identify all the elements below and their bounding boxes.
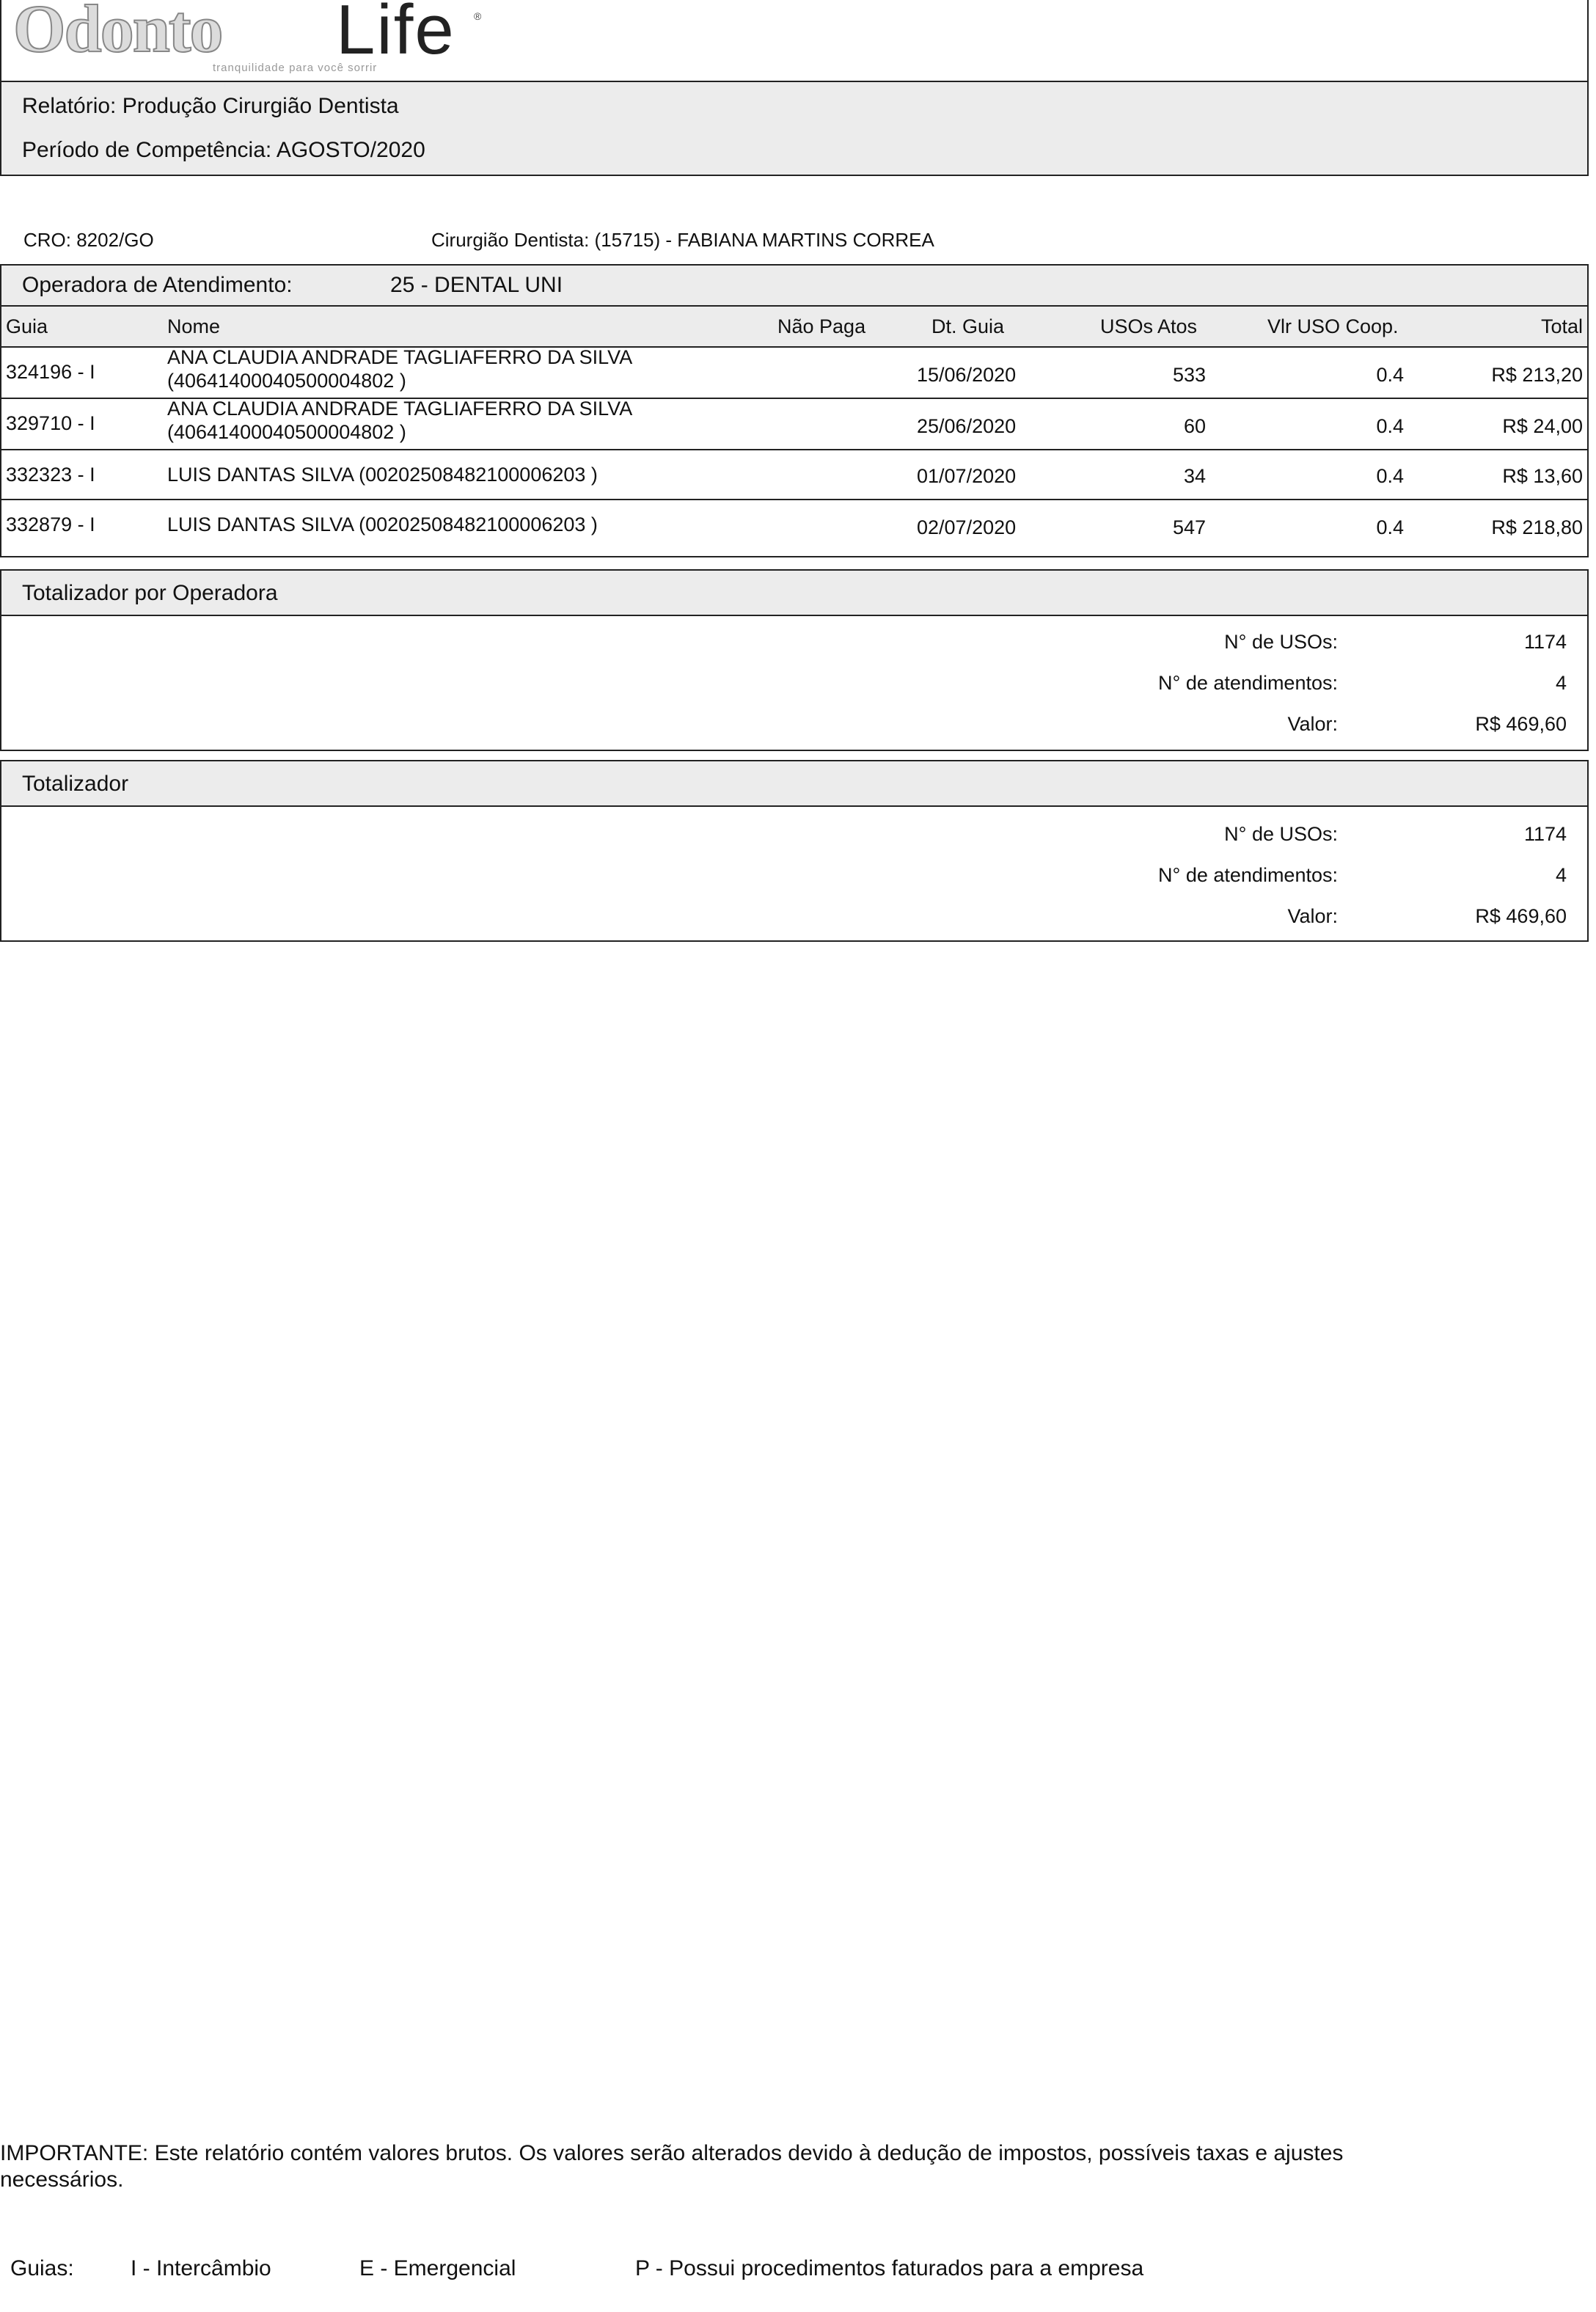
report-header: [0, 81, 1589, 176]
logo-brand-right: Life: [336, 0, 455, 69]
row-total: R$ 218,80: [1491, 516, 1583, 538]
row-guia: 332323 - I: [6, 464, 95, 486]
operator-value: 25 - DENTAL UNI: [390, 273, 563, 297]
totalizer: [0, 760, 1589, 942]
atendimentos-label: N° de atendimentos:: [1158, 864, 1338, 886]
table-row: [1, 500, 1587, 549]
cro-number: CRO: 8202/GO: [23, 229, 154, 251]
logo-tagline: tranquilidade para você sorrir: [213, 62, 378, 74]
row-total: R$ 213,20: [1491, 364, 1583, 386]
usos-value: 1174: [1523, 631, 1567, 653]
row-vlr: 0.4: [1376, 415, 1404, 437]
row-name: ANA CLAUDIA ANDRADE TAGLIAFERRO DA SILVA: [167, 398, 633, 420]
row-usos: 60: [1183, 415, 1206, 437]
row-vlr: 0.4: [1376, 516, 1404, 538]
col-usos-atos: USOs Atos: [1100, 315, 1198, 337]
table-row: [1, 348, 1587, 399]
usos-value: 1174: [1523, 823, 1567, 845]
legend-emergencial: E - Emergencial: [359, 2256, 516, 2280]
atendimentos-value: 4: [1555, 864, 1567, 886]
row-date: 01/07/2020: [917, 465, 1017, 487]
row-name: LUIS DANTAS SILVA (00202508482100006203 ): [167, 464, 598, 486]
totalizer-operator: [0, 569, 1589, 751]
report-period: Período de Competência: AGOSTO/2020: [22, 138, 425, 162]
row-name-code: (40641400040500004802 ): [167, 421, 406, 443]
atendimentos-value: 4: [1555, 672, 1567, 694]
totalizer-bar: [1, 761, 1587, 807]
row-guia: 324196 - I: [6, 361, 95, 383]
row-vlr: 0.4: [1376, 465, 1404, 487]
row-total: R$ 13,60: [1502, 465, 1583, 487]
col-guia: Guia: [6, 315, 48, 337]
valor-value: R$ 469,60: [1475, 713, 1567, 735]
important-note: IMPORTANTE: Este relatório contém valores brutos. Os valores serão alterados devido à dedução de impostos, possíveis taxas e ajustes necessários.: [0, 2141, 1344, 2192]
usos-label: N° de USOs:: [1224, 823, 1338, 845]
row-guia: 332879 - I: [6, 513, 95, 535]
col-nao-paga: Não Paga: [777, 315, 866, 337]
usos-label: N° de USOs:: [1224, 631, 1338, 653]
row-usos: 533: [1172, 364, 1206, 386]
logo-registered: ®: [474, 10, 482, 22]
row-date: 25/06/2020: [917, 415, 1017, 437]
dentist-name: Cirurgião Dentista: (15715) - FABIANA MARTINS CORREA: [431, 229, 934, 251]
logo: [13, 0, 527, 78]
row-date: 15/06/2020: [917, 364, 1017, 386]
valor-label: Valor:: [1287, 713, 1338, 735]
col-dt-guia: Dt. Guia: [931, 315, 1005, 337]
totalizer-title: Totalizador: [22, 772, 129, 796]
operator-label: Operadora de Atendimento:: [22, 273, 293, 297]
col-vlr-uso: Vlr USO Coop.: [1267, 315, 1399, 337]
row-name: LUIS DANTAS SILVA (00202508482100006203 ): [167, 513, 598, 535]
row-usos: 547: [1172, 516, 1206, 538]
col-total: Total: [1540, 315, 1583, 337]
row-usos: 34: [1183, 465, 1206, 487]
logo-brand-left: Odonto: [13, 0, 222, 66]
row-vlr: 0.4: [1376, 364, 1404, 386]
row-date: 02/07/2020: [917, 516, 1017, 538]
operator-section: [0, 264, 1589, 557]
row-name: ANA CLAUDIA ANDRADE TAGLIAFERRO DA SILVA: [167, 346, 633, 368]
col-nome: Nome: [167, 315, 221, 337]
valor-label: Valor:: [1287, 905, 1338, 927]
table-header: [1, 307, 1587, 348]
legend-faturados: P - Possui procedimentos faturados para a empresa: [635, 2256, 1144, 2280]
valor-value: R$ 469,60: [1475, 905, 1567, 927]
totalizer-operator-title: Totalizador por Operadora: [22, 581, 278, 605]
row-total: R$ 24,00: [1502, 415, 1583, 437]
atendimentos-label: N° de atendimentos:: [1158, 672, 1338, 694]
row-guia: 329710 - I: [6, 412, 95, 434]
table-row: [1, 450, 1587, 500]
report-title: Relatório: Produção Cirurgião Dentista: [22, 94, 399, 118]
table-row: [1, 399, 1587, 450]
row-name-code: (40641400040500004802 ): [167, 370, 406, 392]
legend-label: Guias:: [10, 2256, 74, 2280]
legend-intercambio: I - Intercâmbio: [131, 2256, 271, 2280]
